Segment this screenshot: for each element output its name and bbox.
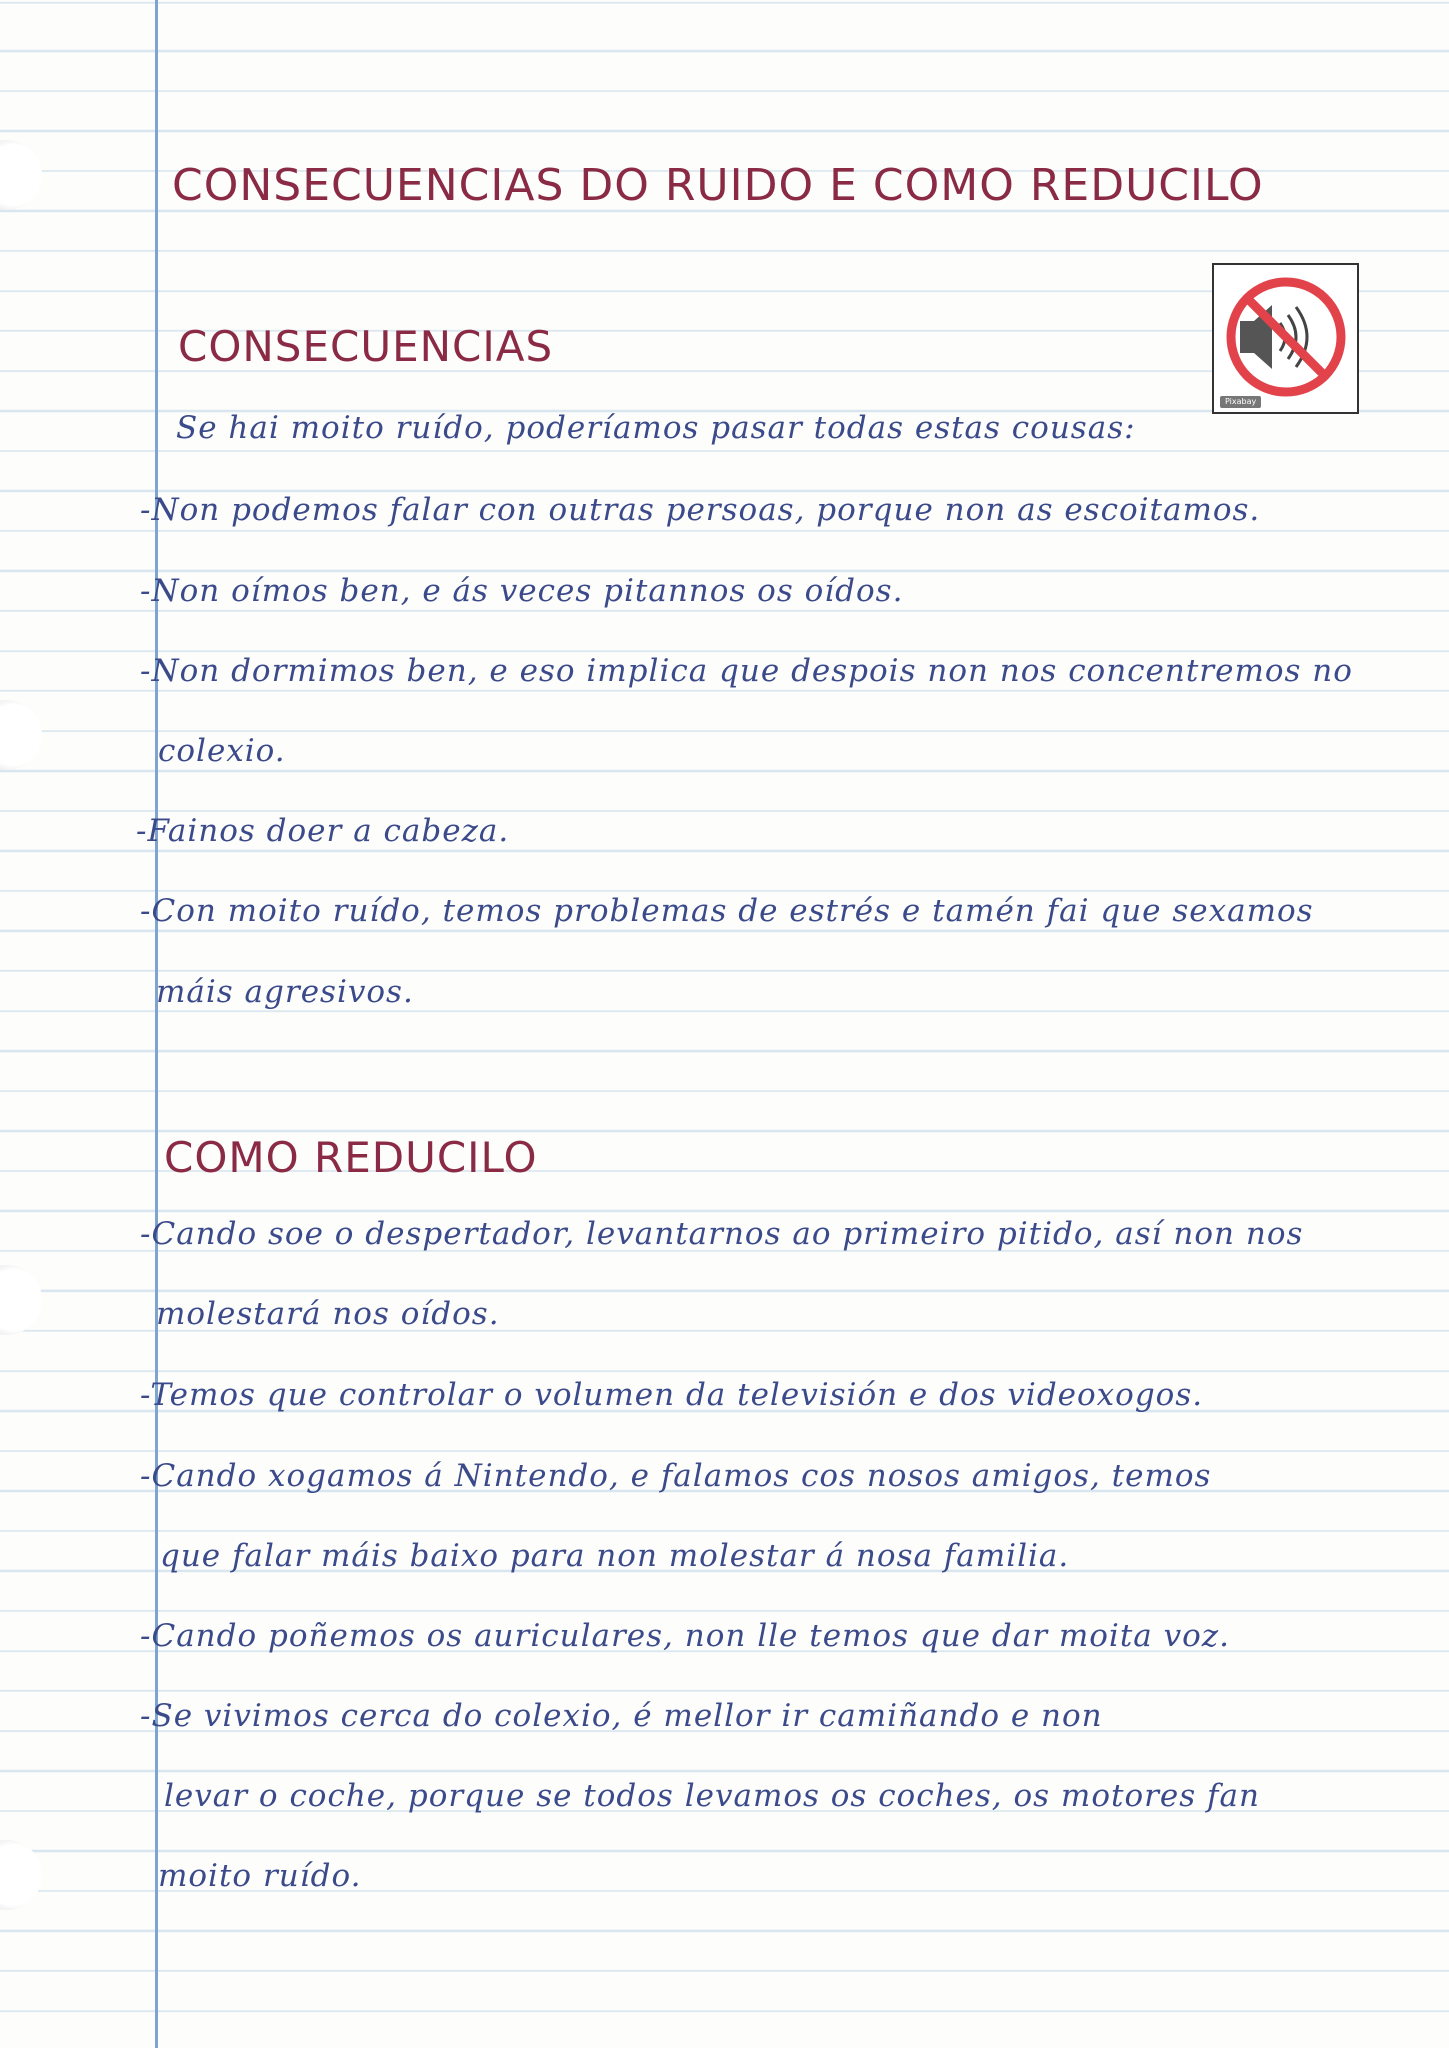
body-line: que falar máis baixo para non molestar á nosa familia. <box>160 1538 1070 1574</box>
body-line: -Fainos doer a cabeza. <box>136 813 510 849</box>
body-line: -Non dormimos ben, e eso implica que despois non nos concentremos no <box>140 653 1353 689</box>
body-line: Se hai moito ruído, poderíamos pasar todas estas cousas: <box>176 410 1136 446</box>
punch-hole <box>0 1265 42 1335</box>
no-sound-icon <box>1214 265 1357 412</box>
page-title: CONSECUENCIAS DO RUIDO E COMO REDUCILO <box>172 160 1264 211</box>
body-line: colexio. <box>158 733 286 769</box>
body-line: -Con moito ruído, temos problemas de estrés e tamén fai que sexamos <box>140 893 1314 929</box>
punch-hole <box>0 700 42 770</box>
no-sound-image <box>1212 263 1359 414</box>
body-line: -Temos que controlar o volumen da televisión e dos videoxogos. <box>140 1377 1204 1413</box>
body-line: -Cando poñemos os auriculares, non lle temos que dar moita voz. <box>140 1618 1230 1654</box>
body-line: levar o coche, porque se todos levamos os coches, os motores fan <box>164 1778 1260 1814</box>
punch-hole <box>0 140 42 210</box>
body-line: moito ruído. <box>158 1858 362 1894</box>
punch-hole <box>0 1840 42 1910</box>
body-line: -Se vivimos cerca do colexio, é mellor ir camiñando e non <box>140 1698 1103 1734</box>
body-line: -Non podemos falar con outras persoas, porque non as escoitamos. <box>140 492 1261 528</box>
image-source-tag: Pixabay <box>1220 396 1261 408</box>
body-line: -Cando soe o despertador, levantarnos ao primeiro pitido, así non nos <box>140 1216 1304 1252</box>
body-line: molestará nos oídos. <box>156 1296 500 1332</box>
body-line: máis agresivos. <box>156 974 414 1010</box>
section-heading-consecuencias: CONSECUENCIAS <box>178 322 554 371</box>
margin-line <box>155 0 158 2048</box>
body-line: -Non oímos ben, e ás veces pitannos os oídos. <box>140 573 904 609</box>
body-line: -Cando xogamos á Nintendo, e falamos cos nosos amigos, temos <box>140 1458 1212 1494</box>
section-heading-como-reducilo: COMO REDUCILO <box>164 1133 538 1182</box>
